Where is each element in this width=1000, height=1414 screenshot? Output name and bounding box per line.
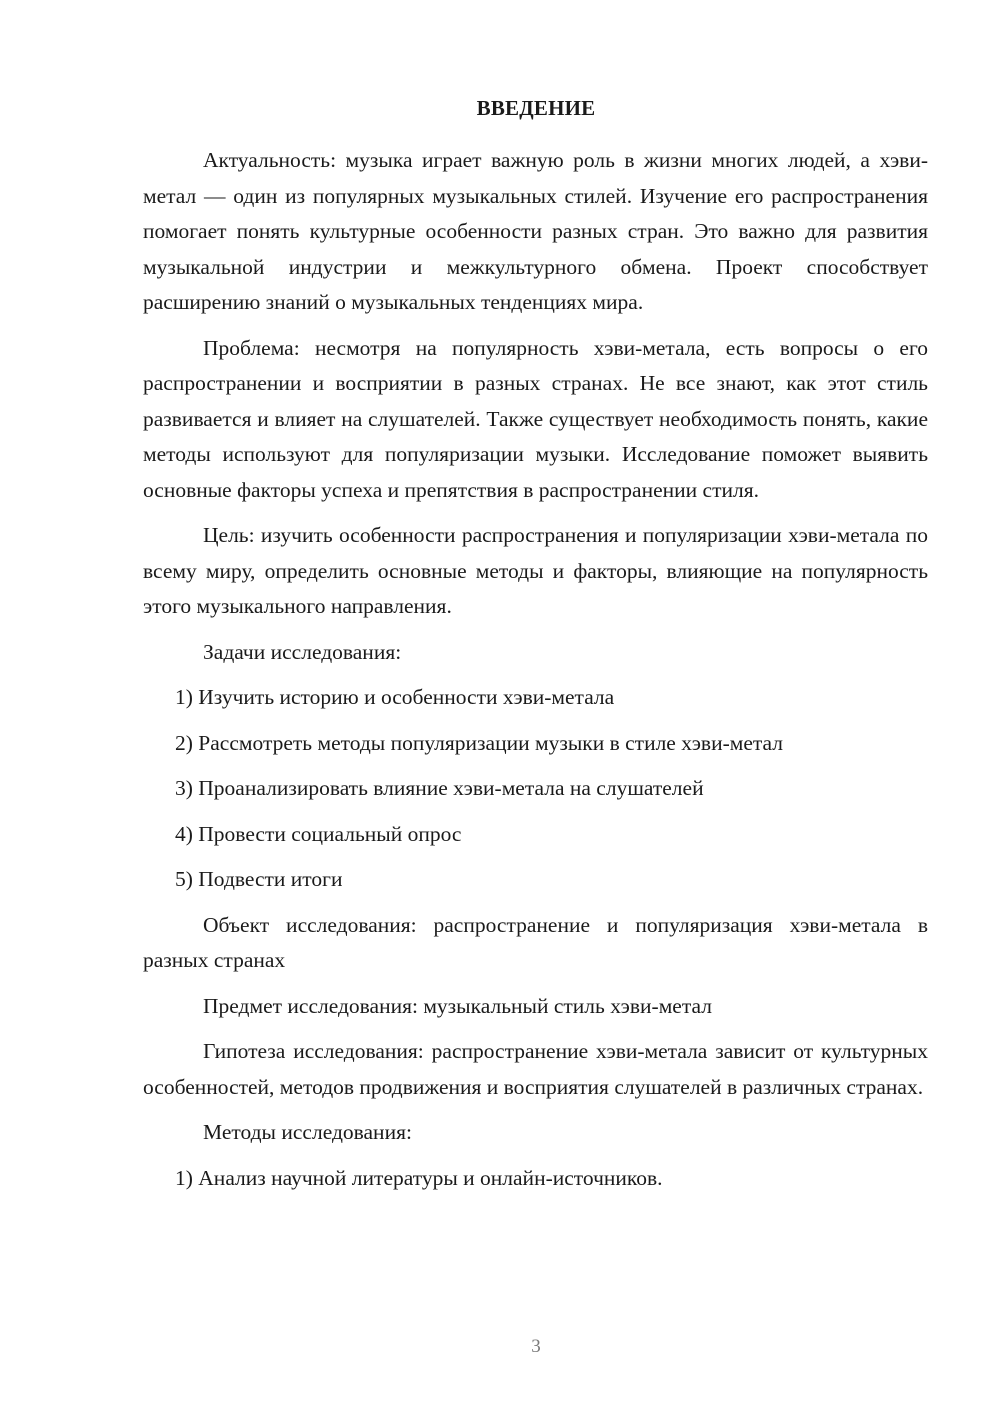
task-item: 1) Изучить историю и особенности хэви-метала [175, 685, 615, 709]
method-item: 1) Анализ научной литературы и онлайн-источников. [175, 1165, 663, 1190]
page-number: 3 [531, 1336, 541, 1357]
paragraph-goal: Цель: изучить особенности распространения и популяризации хэви-метала по всему миру, определить основные методы и факторы, влияющие на популярность этого музыкального направления. [143, 523, 928, 618]
task-item: 5) Подвести итоги [175, 867, 343, 891]
methods-title: Методы исследования: [203, 1120, 412, 1144]
task-item: 3) Проанализировать влияние хэви-метала на слушателей [175, 776, 704, 800]
task-item: 4) Провести социальный опрос [175, 821, 462, 846]
paragraph-object: Объект исследования: распространение и популяризация хэви-метала в разных странах [143, 912, 928, 972]
body-text [143, 143, 928, 1196]
paragraph-subject: Предмет исследования: музыкальный стиль хэви-метал [203, 993, 712, 1018]
task-item: 2) Рассмотреть методы популяризации музыки в стиле хэви-метал [175, 730, 784, 755]
paragraph-problem: Проблема: несмотря на популярность хэви-метала, есть вопросы о его распространении и восприятии в разных странах. Не все знают, как этот стиль развивается и влияет на слушателей. Также существует необходимость понять, какие методы используют для популяризации музыки. Исследование поможет выявить основные факторы успеха и препятствия в распространении стиля. [143, 335, 928, 502]
paragraph-relevance: Актуальность: музыка играет важную роль в жизни многих людей, а хэви-метал — один из популярных музыкальных стилей. Изучение его распространения помогает понять культурные особенности разных стран. Это важно для развития музыкальной индустрии и межкультурного обмена. Проект способствует расширению знаний о музыкальных тенденциях мира. [143, 148, 928, 314]
page-title: ВВЕДЕНИЕ [476, 96, 596, 120]
tasks-title: Задачи исследования: [203, 639, 402, 664]
paragraph-hypothesis: Гипотеза исследования: распространение хэви-метала зависит от культурных особенностей, методов продвижения и восприятия слушателей в различных странах. [143, 1039, 928, 1099]
